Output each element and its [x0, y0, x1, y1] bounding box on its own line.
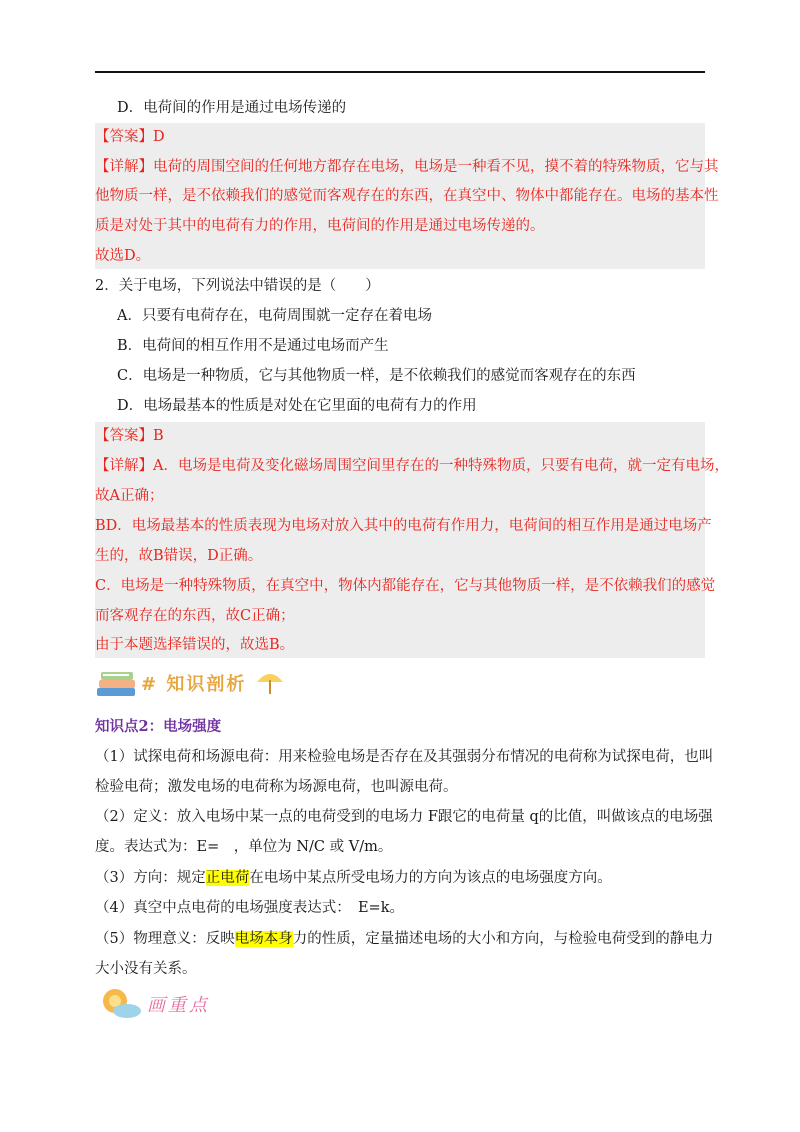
kp-p4: （4）真空中点电荷的电场强度表达式： E=k。: [95, 900, 404, 916]
kp-p5-post: 力的性质，定量描述电场的大小和方向，与检验电荷受到的静电力: [292, 931, 714, 947]
kp-p2-line: （2）定义：放入电场中某一点的电荷受到的电场力 F跟它的电荷量 q的比值，叫做该点的电场强: [95, 809, 713, 825]
kp-p2-line: 度。表达式为：E= ，单位为 N/C 或 V/m。: [95, 839, 393, 855]
header-rule: [95, 71, 705, 73]
q1-detail-line: 他物质一样，是不依赖我们的感觉而客观存在的东西，在真空中、物体中都能存在。电场的基本性: [95, 188, 719, 204]
books-icon: [95, 668, 139, 698]
kp-p5: [95, 929, 713, 949]
kp-p5-pre: （5）物理意义：反映: [95, 931, 235, 947]
kp-p1-line: 检验电荷；激发电场的电荷称为场源电荷，也叫源电荷。: [95, 779, 458, 795]
knowledge-analysis-banner: [95, 666, 295, 700]
key-points-title: 画重点: [147, 995, 210, 1016]
q1-option-d: D．电荷间的作用是通过电场传递的: [117, 100, 347, 116]
q2-detail-line: 生的，故B错误，D正确。: [95, 548, 263, 564]
kp-p5-line2: 大小没有关系。: [95, 961, 197, 977]
q2-stem: 2．关于电场，下列说法中错误的是（ ）: [95, 278, 380, 294]
highlight-positive-charge: 正电荷: [205, 870, 250, 886]
q2-option-d: D．电场最基本的性质是对处在它里面的电荷有力的作用: [117, 398, 477, 414]
q2-detail-line: 【详解】A．电场是电荷及变化磁场周围空间里存在的一种特殊物质，只要有电荷，就一定有电场，: [95, 458, 729, 474]
q2-detail-line: C．电场是一种特殊物质，在真空中，物体内都能存在，它与其他物质一样，是不依赖我们的感觉: [95, 578, 716, 594]
kp-p3: [95, 868, 612, 888]
kp-p3-post: 在电场中某点所受电场力的方向为该点的电场强度方向。: [249, 870, 612, 886]
q1-detail-line: 故选D。: [95, 248, 151, 264]
q1-answer: 【答案】D: [95, 129, 165, 145]
kp-p3-pre: （3）方向：规定: [95, 870, 206, 886]
q2-detail-line: 故A正确；: [95, 488, 164, 504]
knowledge-point-title: 知识点2：电场强度: [95, 718, 222, 735]
q1-detail-line: 【详解】电荷的周围空间的任何地方都存在电场，电场是一种看不见，摸不着的特殊物质，它与其: [95, 159, 719, 175]
q2-detail-line: 而客观存在的东西，故C正确；: [95, 608, 295, 624]
sun-cloud-icon: [95, 983, 145, 1021]
q1-detail-line: 质是对处于其中的电荷有力的作用，电荷间的作用是通过电场传递的。: [95, 218, 545, 234]
kp-p1-line: （1）试探电荷和场源电荷：用来检验电场是否存在及其强弱分布情况的电荷称为试探电荷，也叫: [95, 749, 714, 765]
banner-title: # 知识剖析: [141, 674, 247, 695]
q2-answer: 【答案】B: [95, 428, 164, 444]
highlight-field-itself: 电场本身: [234, 931, 293, 947]
umbrella-icon: [255, 668, 285, 696]
q2-option-b: B．电荷间的相互作用不是通过电场而产生: [117, 338, 389, 354]
q2-detail-line: 由于本题选择错误的，故选B。: [95, 637, 295, 653]
q2-option-c: C．电场是一种物质，它与其他物质一样，是不依赖我们的感觉而客观存在的东西: [117, 368, 636, 384]
q2-option-a: A．只要有电荷存在，电荷周围就一定存在着电场: [117, 308, 432, 324]
q2-detail-line: BD．电场最基本的性质表现为电场对放入其中的电荷有作用力，电荷间的相互作用是通过电场产: [95, 518, 712, 534]
key-points-banner: [95, 983, 245, 1023]
